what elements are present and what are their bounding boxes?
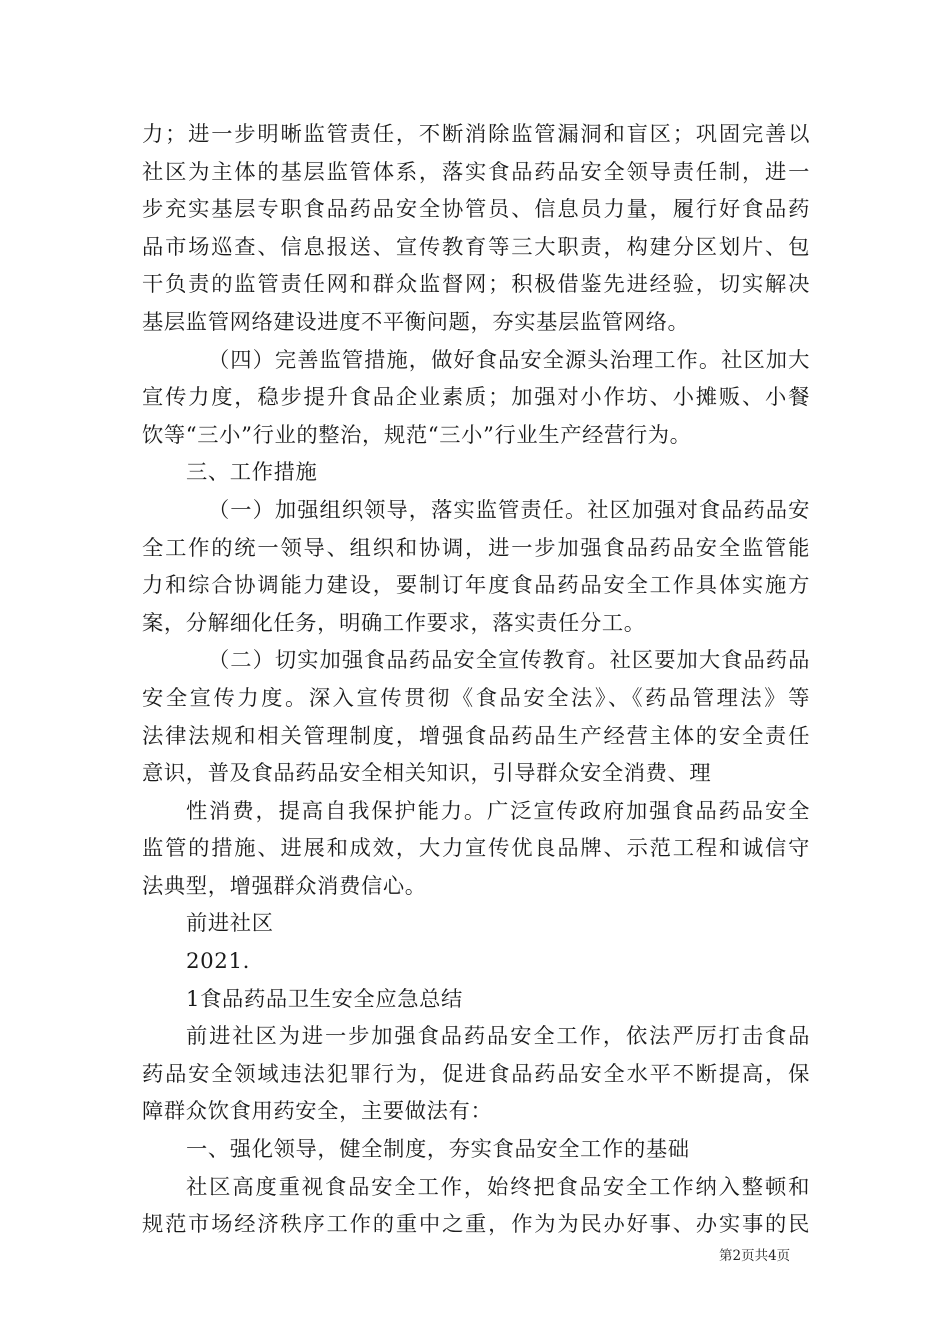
text-line: 社区为主体的基层监管体系，落实食品药品安全领导责任制，进一 — [142, 159, 810, 185]
text-line: 基层监管网络建设进度不平衡问题，夯实基层监管网络。 — [142, 309, 690, 335]
section-heading: 一、强化领导，健全制度，夯实食品安全工作的基础 — [186, 1137, 690, 1163]
text-line: 监管的措施、进展和成效，大力宣传优良品牌、示范工程和诚信守 — [142, 836, 810, 862]
text-line: 宣传力度，稳步提升食品企业素质；加强对小作坊、小摊贩、小餐 — [142, 385, 810, 411]
text-line: 力；进一步明晰监管责任，不断消除监管漏洞和盲区；巩固完善以 — [142, 122, 810, 147]
document-title: 1食品药品卫生安全应急总结 — [186, 986, 463, 1012]
text-line: （二）切实加强食品药品安全宣传教育。社区要加大食品药品 — [208, 648, 810, 674]
text-line: 法典型，增强群众消费信心。 — [142, 873, 427, 899]
text-line: 药品安全领域违法犯罪行为，促进食品药品安全水平不断提高，保 — [142, 1061, 810, 1087]
text-line: 步充实基层专职食品药品安全协管员、信息员力量，履行好食品药 — [142, 197, 810, 223]
text-line: 障群众饮食用药安全，主要做法有： — [142, 1099, 493, 1125]
text-line: 干负责的监管责任网和群众监督网；积极借鉴先进经验，切实解决 — [142, 272, 810, 298]
text-line: 社区高度重视食品安全工作，始终把食品安全工作纳入整顿和 — [186, 1174, 810, 1200]
text-line: 饮等“三小”行业的整治，规范“三小”行业生产经营行为。 — [142, 422, 692, 448]
text-line: 前进社区为进一步加强食品药品安全工作，依法严厉打击食品 — [186, 1024, 810, 1050]
text-line: 案，分解细化任务，明确工作要求，落实责任分工。 — [142, 610, 646, 636]
text-line: 法律法规和相关管理制度，增强食品药品生产经营主体的安全责任 — [142, 723, 810, 749]
page-number: 第2页共4页 — [719, 1248, 791, 1264]
text-line: 安全宣传力度。深入宣传贯彻《食品安全法》、《药品管理法》等 — [142, 685, 810, 711]
document-body — [142, 116, 810, 1244]
text-line: （一）加强组织领导，落实监管责任。社区加强对食品药品安 — [208, 497, 810, 523]
text-line: （四）完善监管措施，做好食品安全源头治理工作。社区加大 — [208, 347, 810, 373]
section-heading: 三、工作措施 — [186, 460, 318, 486]
text-line: 意识，普及食品药品安全相关知识，引导群众安全消费、理 — [142, 761, 712, 787]
date-line: 2021. — [186, 949, 250, 975]
organization-name: 前进社区 — [186, 911, 274, 937]
text-line: 品市场巡查、信息报送、宣传教育等三大职责，构建分区划片、包 — [142, 234, 810, 260]
text-line: 力和综合协调能力建设，要制订年度食品药品安全工作具体实施方 — [142, 573, 810, 599]
text-line: 性消费，提高自我保护能力。广泛宣传政府加强食品药品安全 — [186, 798, 810, 824]
text-line: 全工作的统一领导、组织和协调，进一步加强食品药品安全监管能 — [142, 535, 810, 561]
text-line: 规范市场经济秩序工作的重中之重，作为为民办好事、办实事的民 — [142, 1212, 810, 1238]
